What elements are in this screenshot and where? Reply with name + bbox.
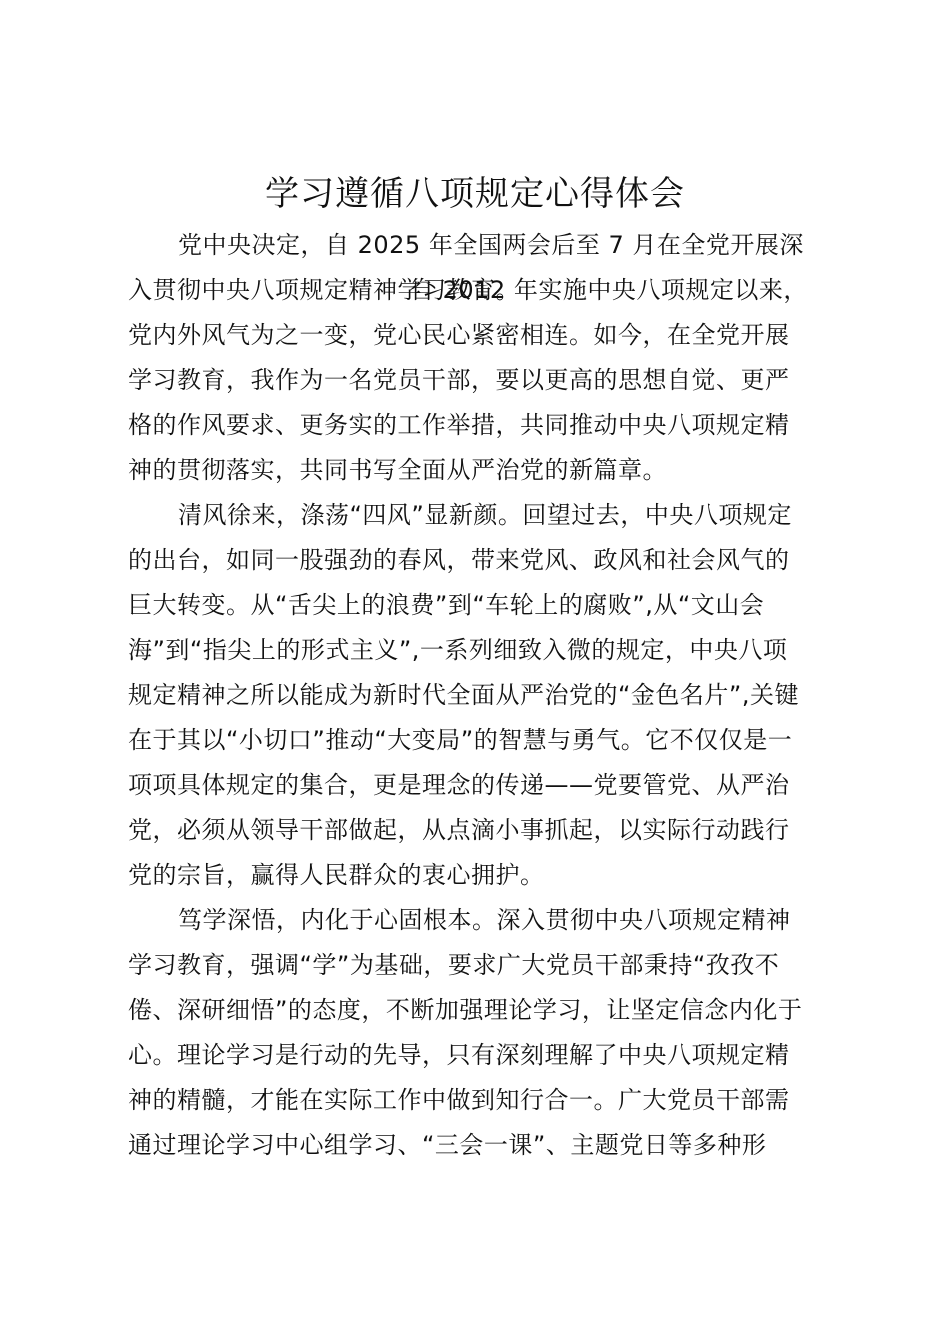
paragraph-3-line-3: 倦、深研细悟”的态度，不断加强理论学习，让坚定信念内化于 — [128, 996, 803, 1024]
paragraph-1-line-2-overlap: 自 2012 年实施中央八项规定以来， — [410, 276, 808, 304]
paragraph-1-line-6: 神的贯彻落实，共同书写全面从严治党的新篇章。 — [128, 456, 667, 484]
paragraph-3-line-5: 神的精髓，才能在实际工作中做到知行合一。广大党员干部需 — [128, 1086, 790, 1114]
paragraph-3-line-6: 通过理论学习中心组学习、“三会一课”、主题党日等多种形 — [128, 1131, 767, 1159]
paragraph-2-line-1: 清风徐来，涤荡“四风”显新颜。回望过去，中央八项规定 — [178, 501, 792, 529]
paragraph-1-line-2: 入贯彻中央八项规定精神学习教育。 — [128, 276, 520, 304]
paragraph-2-line-9: 党的宗旨，赢得人民群众的衷心拥护。 — [128, 861, 545, 889]
paragraph-1-line-5: 格的作风要求、更务实的工作举措，共同推动中央八项规定精 — [128, 411, 790, 439]
paragraph-2-line-3: 巨大转变。从“舌尖上的浪费”到“车轮上的腐败”,从“文山会 — [128, 591, 765, 619]
paragraph-2-line-5: 规定精神之所以能成为新时代全面从严治党的“金色名片”,关键 — [128, 681, 799, 709]
paragraph-1-line-1: 党中央决定，自 2025 年全国两会后至 7 月在全党开展深 — [178, 231, 804, 259]
paragraph-2-line-7: 项项具体规定的集合，更是理念的传递——党要管党、从严治 — [128, 771, 790, 799]
paragraph-3-line-4: 心。理论学习是行动的先导，只有深刻理解了中央八项规定精 — [128, 1041, 790, 1069]
paragraph-3-line-2: 学习教育，强调“学”为基础，要求广大党员干部秉持“孜孜不 — [128, 951, 780, 979]
paragraph-3-line-1: 笃学深悟，内化于心固根本。深入贯彻中央八项规定精神 — [178, 906, 791, 934]
paragraph-2-line-2: 的出台，如同一股强劲的春风，带来党风、政风和社会风气的 — [128, 546, 790, 574]
paragraph-1-line-4: 学习教育，我作为一名党员干部，要以更高的思想自觉、更严 — [128, 366, 790, 394]
document-title: 学习遵循八项规定心得体会 — [265, 174, 685, 214]
paragraph-1-line-3: 党内外风气为之一变，党心民心紧密相连。如今，在全党开展 — [128, 321, 790, 349]
paragraph-2-line-4: 海”到“指尖上的形式主义”,一系列细致入微的规定，中央八项 — [128, 636, 788, 664]
paragraph-2-line-8: 党，必须从领导干部做起，从点滴小事抓起，以实际行动践行 — [128, 816, 790, 844]
paragraph-2-line-6: 在于其以“小切口”推动“大变局”的智慧与勇气。它不仅仅是一 — [128, 726, 793, 754]
